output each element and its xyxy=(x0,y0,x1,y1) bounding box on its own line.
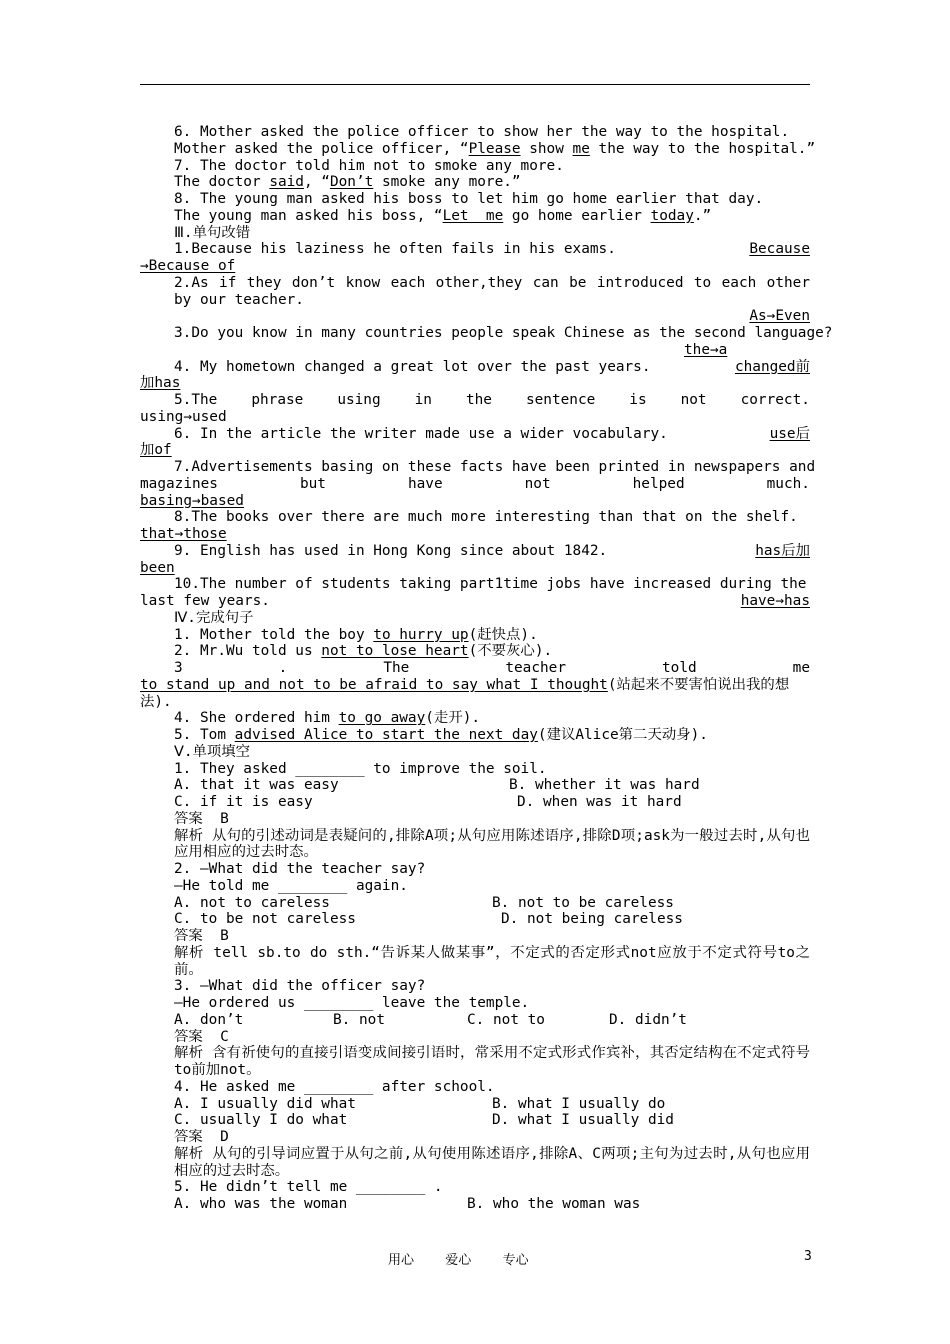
mc-options: C. to be not careless D. not being careless xyxy=(174,911,683,928)
complete-item: 2. Mr.Wu told us not to lose heart(不要灰心). xyxy=(174,643,553,660)
rewrite-q8: 8. The young man asked his boss to let him go home earlier that day. xyxy=(174,191,764,207)
mc-options: C. if it is easy D. when was it hard xyxy=(174,794,682,810)
mc-question: 1. They asked ________ to improve the soil. xyxy=(174,760,547,777)
mc-question: 3. —What did the officer say? xyxy=(174,978,426,995)
correction-item: 5.The phrase using in the sentence is not correct. xyxy=(174,392,810,408)
mc-question: 4. He asked me ________ after school. xyxy=(174,1078,495,1095)
correction-item: 6. In the article the writer made use a wider vocabulary. use后 xyxy=(174,425,810,442)
footer-motto: 用心 爱心 专心 xyxy=(388,1253,529,1268)
rewrite-q7: 7. The doctor told him not to smoke any more. xyxy=(174,157,564,174)
correction-fix: that→those xyxy=(140,526,227,542)
mc-question-cont: —He told me ________ again. xyxy=(174,877,408,894)
correction-fix: 加has xyxy=(140,375,181,392)
correction-fix: As→Even xyxy=(749,308,810,325)
mc-options: C. usually I do what D. what I usually did xyxy=(174,1112,674,1129)
page-number: 3 xyxy=(804,1249,812,1264)
header-rule xyxy=(140,84,810,85)
correction-item: 9. English has used in Hong Kong since about 1842. has后加 xyxy=(174,542,810,559)
correction-item: 10.The number of students taking part1time jobs have increased during the xyxy=(174,576,807,593)
complete-item: 3 . The teacher told me xyxy=(174,660,810,676)
correction-fix: using→used xyxy=(140,408,227,425)
complete-item: 5. Tom advised Alice to start the next day(建议Alice第二天动身). xyxy=(174,727,708,743)
correction-item: 8.The books over there are much more interesting than that on the shelf. xyxy=(174,509,798,526)
complete-item-cont: 法). xyxy=(140,693,172,710)
complete-item: 1. Mother told the boy to hurry up(赶快点). xyxy=(174,626,538,643)
mc-answer: 答案 B xyxy=(174,928,229,944)
mc-explanation: 解析 从句的引导词应置于从句之前,从句使用陈述语序,排除A、C两项;主句为过去时,从句也应用相应的过去时态。 xyxy=(174,1145,810,1179)
mc-options: A. who was the woman B. who the woman was xyxy=(174,1196,641,1212)
correction-fix: basing→based xyxy=(140,492,244,509)
mc-question-cont: —He ordered us ________ leave the temple. xyxy=(174,995,530,1011)
complete-item: 4. She ordered him to go away(走开). xyxy=(174,710,481,727)
section-heading-3: Ⅲ.单句改错 xyxy=(174,224,251,241)
mc-question: 2. —What did the teacher say? xyxy=(174,861,426,877)
correction-fix: the→a xyxy=(684,341,728,358)
complete-item-cont: to stand up and not to be afraid to say what I thought(站起来不要害怕说出我的想 xyxy=(140,676,790,693)
correction-item-cont: last few years. have→has xyxy=(140,593,810,609)
mc-options: A. that it was easy B. whether it was hard xyxy=(174,777,700,794)
mc-answer: 答案 D xyxy=(174,1129,229,1145)
correction-item: 1.Because his laziness he often fails in his exams. Because xyxy=(174,241,810,258)
mc-options: A. not to careless B. not to be careless xyxy=(174,894,674,911)
mc-explanation: 解析 从句的引述动词是表疑问的,排除A项;从句应用陈述语序,排除D项;ask为一般过去时,从句也应用相应的过去时态。 xyxy=(174,827,810,861)
rewrite-a6: Mother asked the police officer, “Please show me the way to the hospital.” xyxy=(174,140,816,157)
section-heading-4: Ⅳ.完成句子 xyxy=(174,609,254,626)
mc-explanation: 解析 含有祈使句的直接引语变成间接引语时，常采用不定式形式作宾补，其否定结构在不定式符号to前加not。 xyxy=(174,1045,810,1078)
correction-fix: 加of xyxy=(140,442,172,459)
mc-options: A. I usually did what B. what I usually do xyxy=(174,1095,666,1112)
rewrite-q6: 6. Mother asked the police officer to show her the way to the hospital. xyxy=(174,124,790,140)
correction-fix: been xyxy=(140,559,175,576)
mc-answer: 答案 B xyxy=(174,810,229,827)
correction-item: 3.Do you know in many countries people speak Chinese as the second language? xyxy=(174,325,833,341)
section-heading-5: Ⅴ.单项填空 xyxy=(174,743,251,760)
mc-options: A. don’t B. not C. not to D. didn’t xyxy=(174,1011,687,1028)
correction-item-cont: magazines but have not helped much. xyxy=(140,475,810,492)
correction-item: 7.Advertisements basing on these facts have been printed in newspapers and xyxy=(174,459,816,475)
page-content xyxy=(140,124,833,1213)
rewrite-a8: The young man asked his boss, “Let me go home earlier today.” xyxy=(174,207,712,224)
mc-answer: 答案 C xyxy=(174,1028,229,1045)
mc-question: 5. He didn’t tell me ________ . xyxy=(174,1179,443,1196)
correction-item: 4. My hometown changed a great lot over the past years. changed前 xyxy=(174,358,810,375)
rewrite-a7: The doctor said, “Don’t smoke any more.” xyxy=(174,174,521,191)
correction-item: 2.As if they don’t know each other,they can be introduced to each other by our teacher. xyxy=(174,274,810,308)
correction-fix: →Because of xyxy=(140,258,236,274)
mc-explanation: 解析 tell sb.to do sth.“告诉某人做某事”，不定式的否定形式not应放于不定式符号to之前。 xyxy=(174,944,810,978)
